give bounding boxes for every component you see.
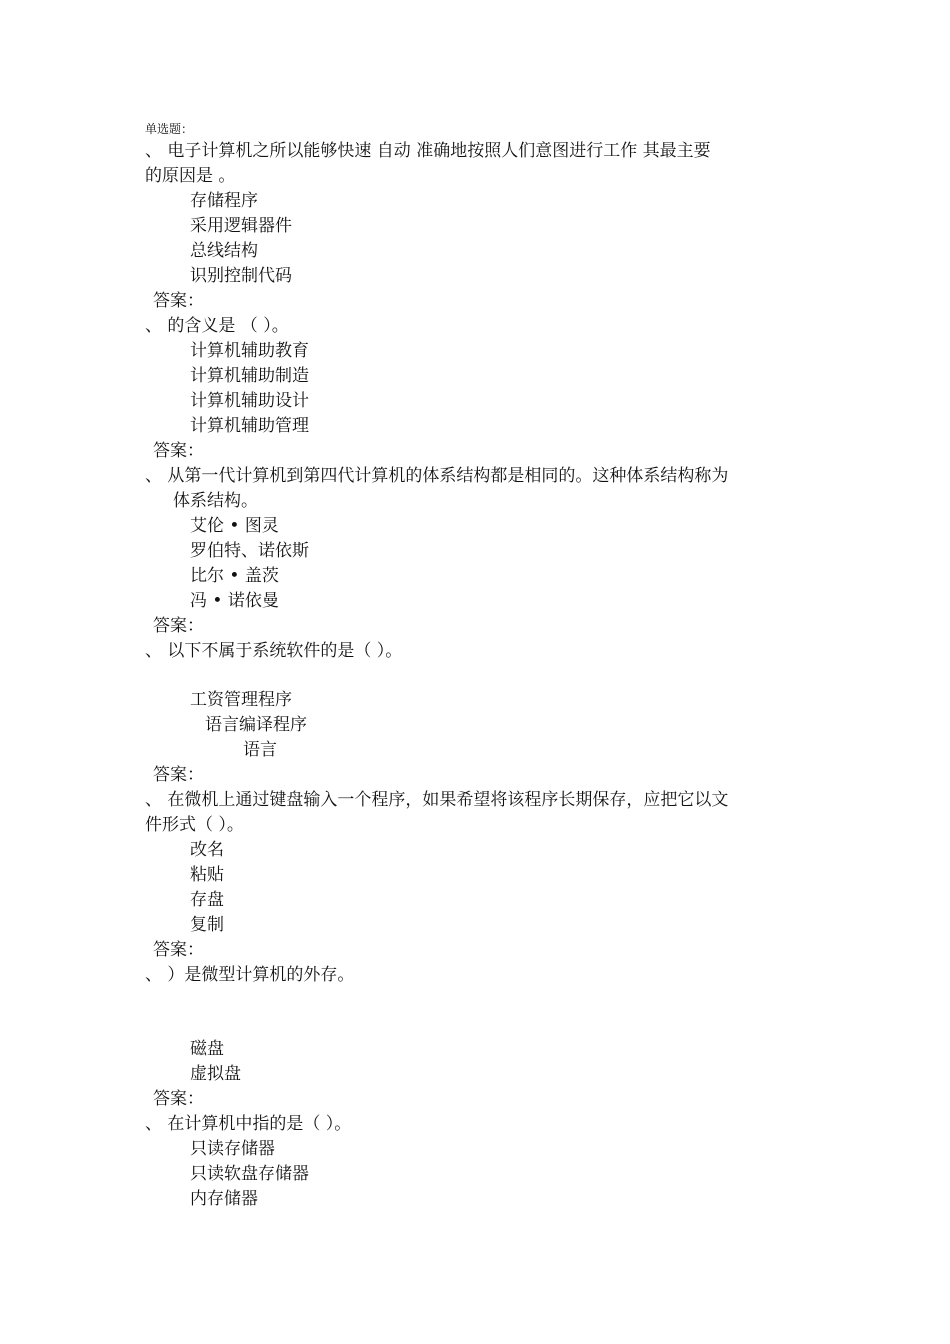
question-6-option-a: 磁盘: [190, 1039, 224, 1059]
question-2-option-c: 计算机辅助设计: [190, 391, 309, 411]
question-3-option-a: 艾伦 • 图灵: [190, 516, 279, 536]
question-2-option-a: 计算机辅助教育: [190, 341, 309, 361]
section-title: 单选题：: [145, 122, 194, 136]
question-1-stem-line-1: 、 电子计算机之所以能够快速 自动 准确地按照人们意图进行工作 其最主要: [145, 141, 711, 161]
question-5-stem-line-1: 、 在微机上通过键盘输入一个程序，如果希望将该程序长期保存，应把它以文: [145, 790, 729, 810]
question-5-option-a: 改名: [190, 840, 224, 860]
question-5-stem-line-2: 件形式（ ）。: [145, 815, 244, 835]
question-1-stem-line-2: 的原因是 。: [145, 166, 236, 186]
question-6-answer-label: 答案：: [153, 1089, 204, 1109]
question-3-answer-label: 答案：: [153, 616, 204, 636]
question-3-stem-line-1: 、 从第一代计算机到第四代计算机的体系结构都是相同的。这种体系结构称为: [145, 466, 729, 486]
question-3-option-d: 冯 • 诺依曼: [190, 591, 279, 611]
question-6-option-b: 虚拟盘: [190, 1064, 241, 1084]
question-4-option-a: 工资管理程序: [190, 690, 292, 710]
question-1-option-c: 总线结构: [190, 241, 258, 261]
question-3-option-c: 比尔 • 盖茨: [190, 566, 279, 586]
question-2-stem-line-1: 、 的含义是 （ ）。: [145, 316, 289, 336]
question-2-option-b: 计算机辅助制造: [190, 366, 309, 386]
question-3-option-b: 罗伯特、诺依斯: [190, 541, 309, 561]
question-1-option-a: 存储程序: [190, 191, 258, 211]
question-4-stem-line-1: 、 以下不属于系统软件的是（ ）。: [145, 641, 403, 661]
question-1-option-b: 采用逻辑器件: [190, 216, 292, 236]
question-6-stem-line-1: 、 ）是微型计算机的外存。: [145, 965, 355, 985]
question-5-option-c: 存盘: [190, 890, 224, 910]
question-7-option-a: 只读存储器: [190, 1139, 275, 1159]
question-5-option-b: 粘贴: [190, 865, 224, 885]
question-5-answer-label: 答案：: [153, 940, 204, 960]
question-1-answer-label: 答案：: [153, 291, 204, 311]
question-4-answer-label: 答案：: [153, 765, 204, 785]
question-7-stem-line-1: 、 在计算机中指的是（ ）。: [145, 1114, 352, 1134]
question-2-answer-label: 答案：: [153, 441, 204, 461]
question-5-option-d: 复制: [190, 915, 224, 935]
question-3-stem-line-2: 体系结构。: [173, 491, 258, 511]
question-4-option-c: 语言: [243, 740, 277, 760]
question-2-option-d: 计算机辅助管理: [190, 416, 309, 436]
question-7-option-b: 只读软盘存储器: [190, 1164, 309, 1184]
question-7-option-c: 内存储器: [190, 1189, 258, 1209]
question-4-option-b: 语言编译程序: [205, 715, 307, 735]
question-1-option-d: 识别控制代码: [190, 266, 292, 286]
